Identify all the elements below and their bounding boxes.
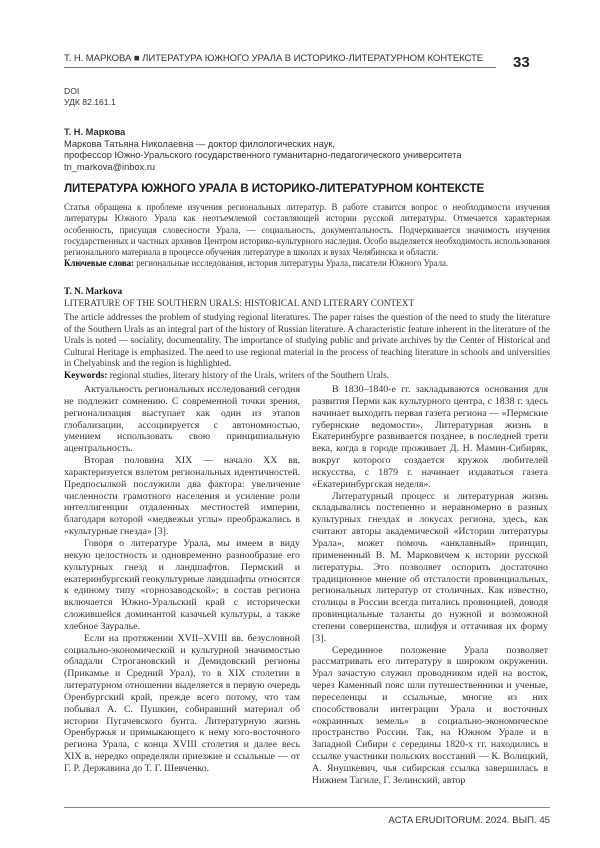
paragraph: Серединное положение Урала позволяет рассматривать его литературу в широком окружении. Урал зачастую служил проводником идей на восток, через Каменный пояс шли путешественники и ученые, переселенцы и ссыльные, многие из них способствовали интеграции Урала и восточных «окраинных земель» в социально-экономическое пространство России. Так, на Южном Урале и в Западной Сибири с середины 1820-х гг. находились в ссылке участники польских восстаний — К. Волицкий, А. Янушкевич, чья сибирская ссылка завершилась в Нижнем Тагиле, Г. Зелинский, автор <box>312 645 548 787</box>
author-affiliation: профессор Южно-Уральского государственного гуманитарно-педагогического университета <box>64 150 462 162</box>
article-title-en: LITERATURE OF THE SOUTHERN URALS: HISTORICAL AND LITERARY CONTEXT <box>64 299 550 311</box>
keywords-ru-label: Ключевые слова: <box>64 258 134 268</box>
paragraph: Говоря о литературе Урала, мы имеем в виду некую целостность и одновременно разнообразие его культурных гнезд и ландшафтов. Пермский и екатеринбургский геокультурные ландшафты относятся к единому типу «горнозаводской»; в состав региона включается Южно-Уральский край с исторически сложившейся доминантой казачьей культуры, а также хлебное Зауралье. <box>64 538 300 633</box>
page-number: 33 <box>513 54 530 71</box>
author-name: Т. Н. Маркова <box>64 127 462 139</box>
journal-footer: ACTA ERUDITORUM. 2024. ВЫП. 45 <box>388 815 550 826</box>
doi-label: DOI <box>64 86 116 97</box>
abstract-ru <box>64 202 550 270</box>
keywords-ru <box>64 258 550 269</box>
paragraph: В 1830–1840-е гг. закладываются основания для развития Перми как культурного центра, с 1838 г. здесь начинает выходить первая газета региона — «Пермские губернские ведомости». Литературная жизнь в Екатеринбурге развивается позднее, в последней трети века, когда в городе проживает Д. Н. Мамин-Сибиряк, вокруг которого создается кружок любителей искусства, с 1879 г. начинает издаваться газета «Екатеринбургская неделя». <box>312 384 548 491</box>
paragraph: Актуальность региональных исследований сегодня не подлежит сомнению. С современной точки зрения, регионализация выступает как один из этапов глобализации, ассоциируется с автономностью, умением использовать свою принципиальную ацентральность. <box>64 384 300 455</box>
author-block <box>64 127 462 173</box>
meta-block <box>64 86 116 108</box>
square-bullet-icon: ■ <box>134 53 140 64</box>
author-name-en: T. N. Markova <box>64 287 122 297</box>
paragraph: Вторая половина XIX — начало XX вв. характеризуется взлетом региональных идентичностей. Предпосылкой послужили два фактора: увеличение численности грамотного населения и усиление роли интеллигенции отдаленных местностей империи, благодаря которой «медвежьи углы» преображались в «культурные гнезда» [3]. <box>64 455 300 538</box>
abstract-ru-text: Статья обращена к проблеме изучения региональных литератур. В работе ставится вопрос о необходимости изучения литературы Южного Урала как неотъемлемой составляющей истории русской литературы. Отмечается характерная особенность, присущая словесности Урала, — социальность, документальность. Подчеркивается значимость изучения государственных и частных архивов Центром историко-культурного наследия. Особо выделяется необходимость использования регионального материала в процессе обучения литературе в школах и вузах Челябинска и области. <box>64 202 550 258</box>
running-head-title: ЛИТЕРАТУРА ЮЖНОГО УРАЛА В ИСТОРИКО-ЛИТЕРАТУРНОМ КОНТЕКСТЕ <box>142 53 483 64</box>
keywords-en-label: Keywords: <box>64 371 107 381</box>
abstract-en-text: The article addresses the problem of studying regional literatures. The paper raises the question of the need to study the literature of the Southern Urals as an integral part of the history of Russian literature. A characteristic feature inherent in the literature of the Urals is noted — sociality, documentality. The importance of studying public and private archives by the Center of Historical and Cultural Heritage is emphasized. The need to use regional material in the process of teaching literature in schools and universities in Chelyabinsk and the region is highlighted. <box>64 313 550 371</box>
author-email[interactable]: tn_markova@inbox.ru <box>64 162 462 174</box>
keywords-ru-text: региональные исследования, история литературы Урала, писатели Южного Урала. <box>134 258 448 268</box>
footer-divider <box>64 807 550 808</box>
paragraph: Литературный процесс и литературная жизнь складывались постепенно и неравномерно в разных культурных гнездах и локусах региона, здесь, как считают авторы академической «Истории литературы Урала», может помочь «анклавный» принцип, примененный В. М. Марковичем к истории русской литературы. Это позволяет оспорить достаточно традиционное мнение об отсталости провинциальных, региональных литератур от столичных. Как известно, столицы в России всегда питались провинцией, доводя провинциальные таланты до нужной и возможной степени совершенства, шлифуя и оттачивая их форму [3]. <box>312 491 548 645</box>
abstract-en <box>64 287 550 382</box>
keywords-en-text: regional studies, literary history of the Urals, writers of the Southern Urals. <box>107 371 389 381</box>
body-column-left <box>64 384 300 775</box>
running-head-author: Т. Н. МАРКОВА <box>64 53 131 64</box>
keywords-en <box>64 371 550 383</box>
udk-code: УДК 82.161.1 <box>64 97 116 108</box>
paragraph: Если на протяжении XVII–XVIII вв. безусловной социально-экономической и культурной значимостью обладали Строгановский и Демидовский регионы (Прикамье и Средний Урал), то в XIX столетии в литературном отношении выделяется в первую очередь Оренбургский край, прежде всего потому, что там побывал А. С. Пушкин, собиравший материал об истории Пугачевского бунта. Литературную жизнь Оренбуржья и примыкающего к нему юго-восточного региона Урала, с конца XVIII столетия и далее весь XIX в. нередко определяли приезжие и ссыльные — от Г. Р. Державина до Т. Г. Шевченко. <box>64 633 300 775</box>
running-head <box>64 53 496 68</box>
article-title: ЛИТЕРАТУРА ЮЖНОГО УРАЛА В ИСТОРИКО-ЛИТЕРАТУРНОМ КОНТЕКСТЕ <box>64 182 484 195</box>
body-column-right <box>312 384 548 787</box>
author-degree: Маркова Татьяна Николаевна — доктор филологических наук, <box>64 139 462 151</box>
